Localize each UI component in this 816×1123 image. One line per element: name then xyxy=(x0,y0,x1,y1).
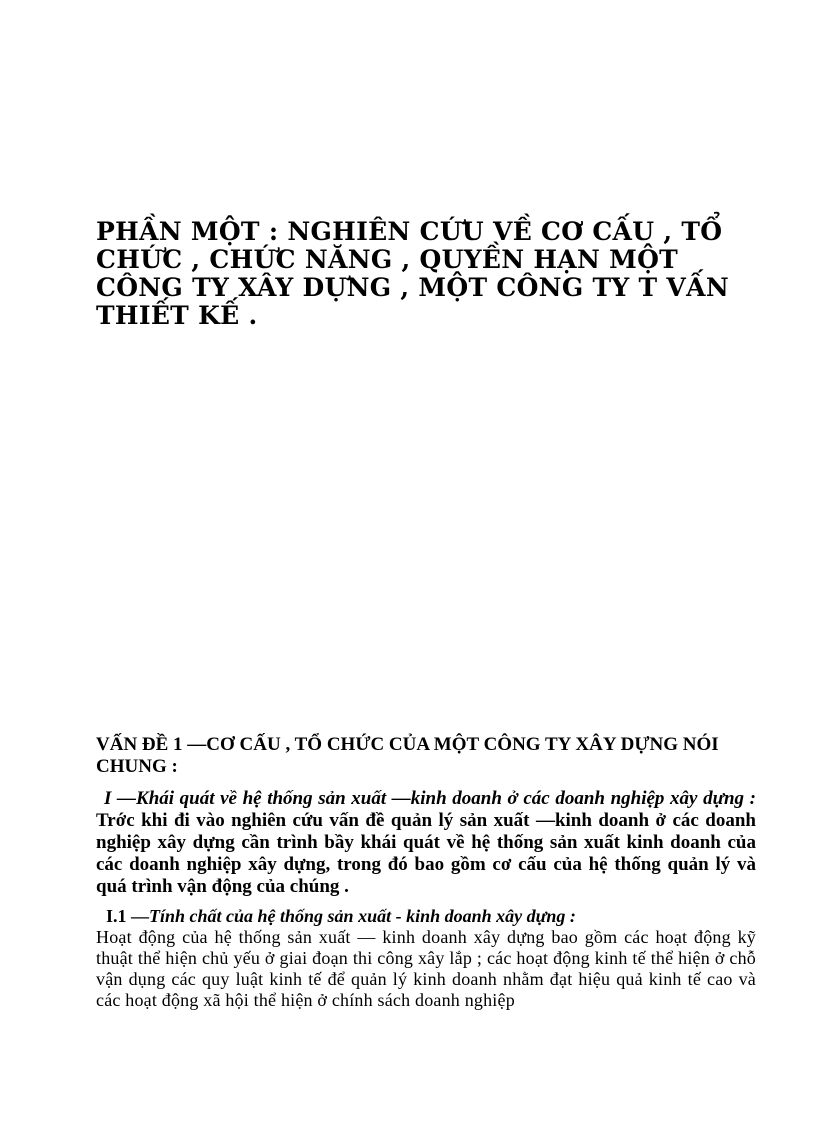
section-i1-header xyxy=(96,906,756,927)
issue-title: VẤN ĐỀ 1 —CƠ CẤU , TỔ CHỨC CỦA MỘT CÔNG TY XÂY DỰNG NÓI CHUNG : xyxy=(96,734,719,777)
section-i xyxy=(96,788,756,898)
section-i1-number: I.1 — xyxy=(106,906,150,926)
part-title: PHẦN MỘT : NGHIÊN CỨU VỀ CƠ CẤU , TỔ CHỨC , CHỨC NĂNG , QUYỀN HẠN MỘT CÔNG TY XÂY DỰNG , MỘT CÔNG TY T VẤN THIẾT KẾ . xyxy=(96,217,729,330)
section-i-heading: Khái quát về hệ thống sản xuất —kinh doanh ở các doanh nghiệp xây dựng : xyxy=(136,788,756,809)
section-i-number: I — xyxy=(104,788,137,809)
section-i1 xyxy=(96,906,756,1011)
section-i-body: Trớc khi đi vào nghiên cứu vấn đề quản lý sản xuất —kinh doanh ở các doanh nghiệp xây dựng cần trình bầy khái quát về hệ thống sản xuất kinh doanh của các doanh nghiệp xây dựng, trong đó bao gồm cơ cấu của hệ thống quản lý và quá trình vận động của chúng . xyxy=(96,810,756,897)
section-i1-body: Hoạt động của hệ thống sản xuất — kinh doanh xây dựng bao gồm các hoạt động kỹ thuật thể hiện chủ yếu ở giai đoạn thi công xây lắp ; các hoạt động kinh tế thể hiện ở chỗ vận dụng các quy luật kinh tế để quản lý kinh doanh nhằm đạt hiệu quả kinh tế cao và các hoạt động xã hội thể hiện ở chính sách doanh nghiệp xyxy=(96,927,756,1010)
section-i1-heading: Tính chất của hệ thống sản xuất - kinh doanh xây dựng : xyxy=(149,906,576,926)
